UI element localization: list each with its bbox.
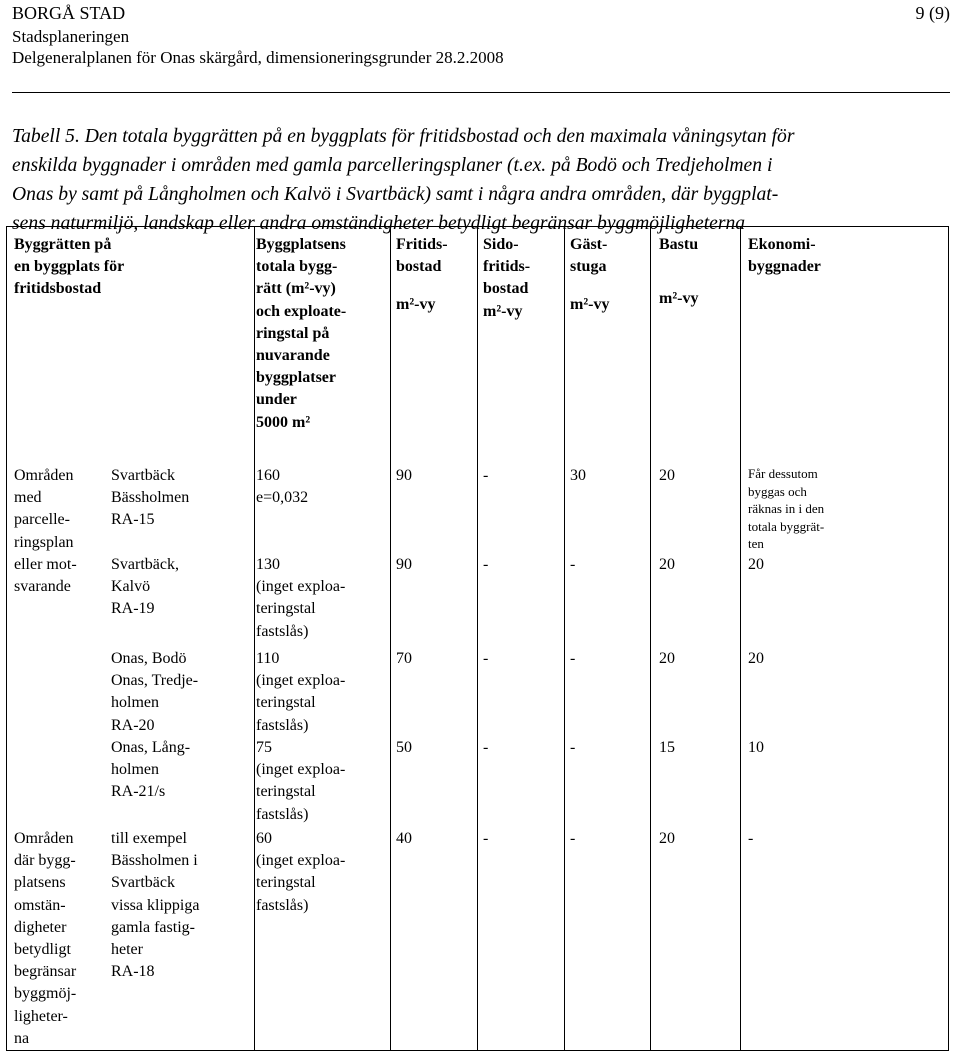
area-name xyxy=(111,648,198,737)
area-name-line: Svartbäck xyxy=(111,874,175,892)
column-divider xyxy=(740,227,741,1050)
area-name-line: Kalvö xyxy=(111,578,151,596)
value-ekonomibyggnader-line: räknas in i den xyxy=(748,501,825,516)
header-byggratten-line: fritidsbostad xyxy=(14,280,102,298)
header-ekonomibyggnader-line: Ekonomi- xyxy=(748,236,816,253)
area-name xyxy=(111,737,190,804)
header-fritidsbostad-line: bostad xyxy=(396,258,442,276)
area-name-line: RA-21/s xyxy=(111,783,166,801)
header-bastu-line xyxy=(659,256,698,272)
group-label-line: Områden xyxy=(14,467,74,484)
area-name-line: Onas, Bodö xyxy=(111,650,187,667)
group-label-line: omstän- xyxy=(14,896,66,914)
caption-line: sens naturmiljö, landskap eller andra omständigheter betydligt begränsar byggmöjligheterna xyxy=(12,213,746,234)
value-ekonomibyggnader-line: totala byggrät- xyxy=(748,518,825,534)
header-total-byggratt xyxy=(256,234,346,434)
area-name-line: Bässholmen xyxy=(111,489,190,507)
header-fritidsbostad-line: Fritids- xyxy=(396,236,448,253)
total-byggratt-line: teringstal xyxy=(256,874,316,892)
value-ekonomibyggnader-line: ten xyxy=(748,536,764,551)
header-gaststuga xyxy=(570,234,609,317)
group-label-line: med xyxy=(14,489,42,507)
group-label xyxy=(14,465,77,598)
header-city: BORGÅ STAD xyxy=(12,3,126,23)
header-gaststuga-line xyxy=(570,278,609,294)
group-label-line: ligheter- xyxy=(14,1007,68,1025)
header-rule xyxy=(12,92,950,93)
total-byggratt-line: teringstal xyxy=(256,600,316,618)
table-caption xyxy=(12,122,958,238)
total-byggratt-line: 110 xyxy=(256,650,280,667)
total-byggratt-line: (inget exploa- xyxy=(256,852,346,870)
header-fritidsbostad-line: m²-vy xyxy=(396,296,436,314)
header-total-byggratt-line: ringstal på xyxy=(256,324,330,342)
header-plan-title: Delgeneralplanen för Onas skärgård, dimensioneringsgrunder 28.2.2008 xyxy=(12,48,504,67)
header-total-byggratt-line: rätt (m²-vy) xyxy=(256,280,336,298)
group-label-line: eller mot- xyxy=(14,555,77,573)
header-total-byggratt-line: totala bygg- xyxy=(256,258,338,276)
total-byggratt-line: 130 xyxy=(256,556,280,573)
group-label-line: svarande xyxy=(14,578,71,596)
area-name-line: heter xyxy=(111,941,143,959)
header-total-byggratt-line: 5000 m² xyxy=(256,413,311,431)
area-name-line: holmen xyxy=(111,694,159,712)
header-total-byggratt-line: och exploate- xyxy=(256,302,347,320)
total-byggratt-line: fastslås) xyxy=(256,896,309,914)
header-bastu-line xyxy=(659,272,698,288)
total-byggratt-line: fastslås) xyxy=(256,805,309,823)
header-total-byggratt-line: Byggplatsens xyxy=(256,236,346,253)
header-byggratten-line: Byggrätten på xyxy=(14,236,112,253)
group-label-line: byggmöj- xyxy=(14,985,77,1003)
group-label-line: ringsplan xyxy=(14,533,74,551)
caption-line: Onas by samt på Långholmen och Kalvö i Svartbäck) samt i några andra områden, där byggplat- xyxy=(12,184,779,205)
area-name-line: Svartbäck xyxy=(111,467,175,484)
header-department: Stadsplaneringen xyxy=(12,27,130,46)
value-bastu: 20 xyxy=(659,467,675,484)
total-byggratt-line: teringstal xyxy=(256,694,316,712)
value-ekonomibyggnader xyxy=(748,465,824,553)
area-name xyxy=(111,554,179,621)
header-bastu xyxy=(659,234,698,310)
header-total-byggratt-line: under xyxy=(256,391,297,409)
value-fritidsbostad: 90 xyxy=(396,556,412,573)
total-byggratt-line: (inget exploa- xyxy=(256,761,346,779)
group-label-line: parcelle- xyxy=(14,511,70,529)
group-label-line: betydligt xyxy=(14,941,71,959)
header-sidofritidsbostad-line: Sido- xyxy=(483,236,519,253)
total-byggratt-line: 160 xyxy=(256,467,280,484)
group-label-line: digheter xyxy=(14,918,67,936)
header-sidofritidsbostad-line: m²-vy xyxy=(483,302,523,320)
header-total-byggratt-line: byggplatser xyxy=(256,369,336,387)
value-ekonomibyggnader-line: byggas och xyxy=(748,483,807,499)
total-byggratt xyxy=(256,828,345,917)
header-sidofritidsbostad xyxy=(483,234,530,323)
area-name-line: vissa klippiga xyxy=(111,896,200,914)
value-ekonomibyggnader xyxy=(748,828,753,850)
value-bastu: 20 xyxy=(659,830,675,847)
area-name-line: Onas, Tredje- xyxy=(111,672,199,690)
total-byggratt-line: teringstal xyxy=(256,783,316,801)
area-name-line: RA-15 xyxy=(111,511,155,529)
header-ekonomibyggnader xyxy=(748,234,821,278)
column-divider xyxy=(564,227,565,1050)
value-sidofritidsbostad: - xyxy=(483,467,489,484)
value-bastu: 20 xyxy=(659,650,675,667)
value-ekonomibyggnader-line: Får dessutom xyxy=(748,466,818,481)
caption-line: Tabell 5. Den totala byggrätten på en byggplats för fritidsbostad och den maximala våningsytan för xyxy=(12,126,795,147)
value-gaststuga: - xyxy=(570,739,576,756)
value-bastu: 15 xyxy=(659,739,675,756)
page-number: 9 (9) xyxy=(915,3,950,23)
value-ekonomibyggnader xyxy=(748,648,764,670)
value-gaststuga: - xyxy=(570,830,576,847)
area-name-line: RA-18 xyxy=(111,963,155,981)
value-ekonomibyggnader xyxy=(748,737,764,759)
value-sidofritidsbostad: - xyxy=(483,739,489,756)
total-byggratt xyxy=(256,465,308,509)
area-name-line: RA-19 xyxy=(111,600,155,618)
value-fritidsbostad: 40 xyxy=(396,830,412,847)
header-gaststuga-line: Gäst- xyxy=(570,236,608,253)
column-divider xyxy=(390,227,391,1050)
area-name-line: Bässholmen i xyxy=(111,852,198,870)
group-label-line: begränsar xyxy=(14,963,77,981)
total-byggratt-line: e=0,032 xyxy=(256,489,309,507)
value-fritidsbostad: 70 xyxy=(396,650,412,667)
area-name-line: till exempel xyxy=(111,830,187,847)
value-gaststuga: 30 xyxy=(570,467,586,484)
value-sidofritidsbostad: - xyxy=(483,556,489,573)
value-ekonomibyggnader-line: 20 xyxy=(748,650,764,667)
group-label-line: platsens xyxy=(14,874,66,892)
value-fritidsbostad: 90 xyxy=(396,467,412,484)
group-label xyxy=(14,828,76,1050)
header-sidofritidsbostad-line: fritids- xyxy=(483,258,531,276)
header-bastu-line: Bastu xyxy=(659,236,699,253)
area-name-line: Svartbäck, xyxy=(111,556,179,573)
value-ekonomibyggnader-line: - xyxy=(748,830,754,847)
dimension-table xyxy=(6,226,949,1051)
value-ekonomibyggnader-line: 10 xyxy=(748,739,764,756)
header-bastu-line: m²-vy xyxy=(659,290,699,308)
header-byggratten-line: en byggplats för xyxy=(14,258,125,276)
header-ekonomibyggnader-line: byggnader xyxy=(748,258,821,276)
value-sidofritidsbostad: - xyxy=(483,650,489,667)
total-byggratt-line: (inget exploa- xyxy=(256,672,346,690)
area-name-line: Onas, Lång- xyxy=(111,739,191,756)
area-name-line: gamla fastig- xyxy=(111,918,195,936)
header-fritidsbostad-line xyxy=(396,278,448,294)
column-divider xyxy=(254,227,255,1050)
header-gaststuga-line: stuga xyxy=(570,258,607,276)
area-name-line: holmen xyxy=(111,761,159,779)
area-name xyxy=(111,828,199,983)
value-ekonomibyggnader xyxy=(748,554,764,576)
total-byggratt xyxy=(256,648,345,737)
area-name xyxy=(111,465,189,532)
total-byggratt-line: 75 xyxy=(256,739,272,756)
total-byggratt-line: fastslås) xyxy=(256,622,309,640)
area-name-line: RA-20 xyxy=(111,716,155,734)
value-ekonomibyggnader-line: 20 xyxy=(748,556,764,573)
value-gaststuga: - xyxy=(570,556,576,573)
header-byggratten xyxy=(14,234,124,301)
header-fritidsbostad xyxy=(396,234,448,317)
header-sidofritidsbostad-line: bostad xyxy=(483,280,529,298)
group-label-line: där bygg- xyxy=(14,852,76,870)
group-label-line: Områden xyxy=(14,830,74,847)
column-divider xyxy=(477,227,478,1050)
value-gaststuga: - xyxy=(570,650,576,667)
value-sidofritidsbostad: - xyxy=(483,830,489,847)
header-gaststuga-line: m²-vy xyxy=(570,296,610,314)
group-label-line: na xyxy=(14,1029,30,1047)
total-byggratt xyxy=(256,737,345,826)
column-divider xyxy=(650,227,651,1050)
total-byggratt-line: fastslås) xyxy=(256,716,309,734)
total-byggratt-line: (inget exploa- xyxy=(256,578,346,596)
header-total-byggratt-line: nuvarande xyxy=(256,347,330,365)
total-byggratt xyxy=(256,554,345,643)
value-fritidsbostad: 50 xyxy=(396,739,412,756)
caption-line: enskilda byggnader i områden med gamla parcelleringsplaner (t.ex. på Bodö och Tredjeholmen i xyxy=(12,155,773,176)
total-byggratt-line: 60 xyxy=(256,830,272,847)
value-bastu: 20 xyxy=(659,556,675,573)
